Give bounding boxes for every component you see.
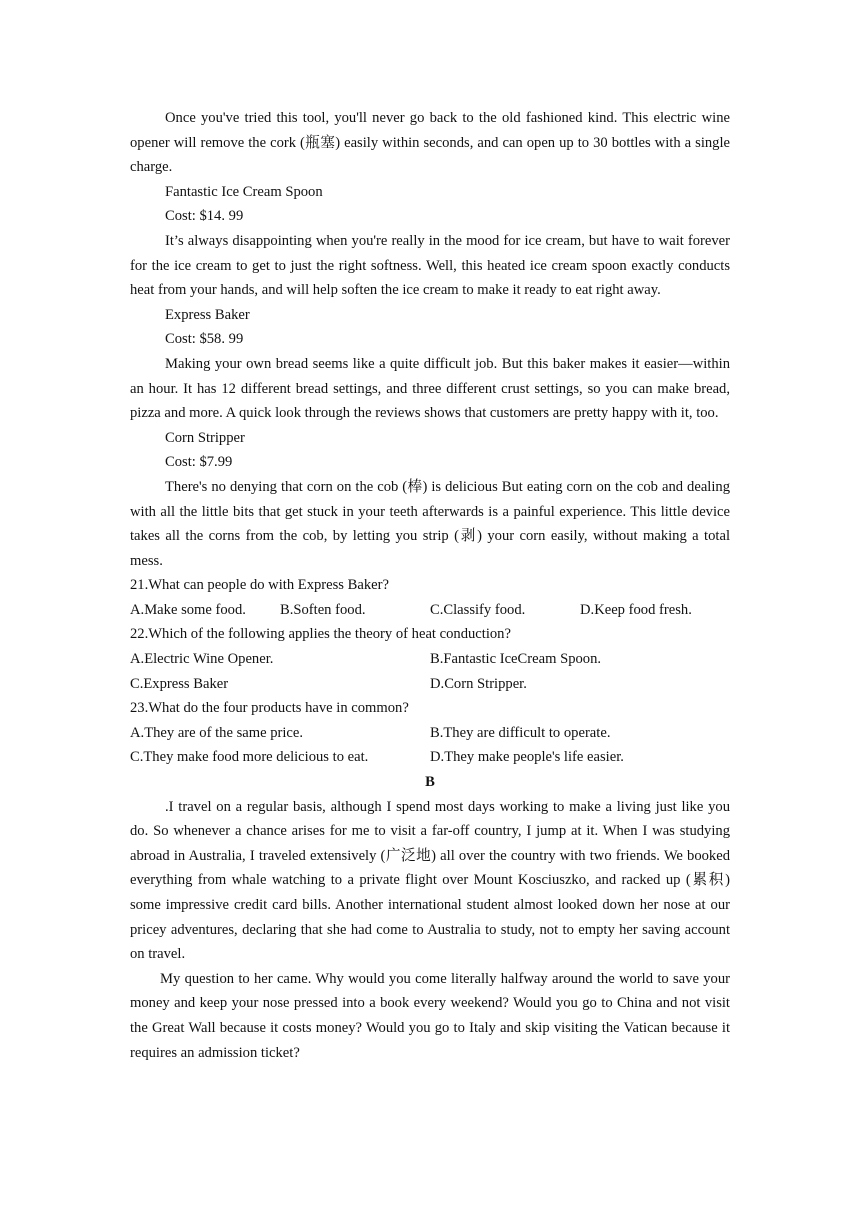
question-22-stem: 22.Which of the following applies the theory of heat conduction?: [130, 626, 511, 643]
wine-opener-paragraph: Once you've tried this tool, you'll never go back to the old fashioned kind. This electric wine opener will remove the cork (瓶塞) easily within seconds, and can open up to 30 bottles with a single charge.: [130, 110, 730, 176]
question-21-option-b: B.Soften food.: [280, 601, 366, 618]
question-22-options-row-1: [130, 647, 730, 672]
question-22-option-c: C.Express Baker: [130, 675, 229, 692]
section-b-paragraph-2: My question to her came. Why would you come literally halfway around the world to save your money and keep your nose pressed into a book every weekend? Would you go to China and not visit the Great Wall because it costs money? Would you go to Italy and skip visiting the Vatican because it requires an admission ticket?: [130, 970, 730, 1061]
section-b-paragraph-1: .I travel on a regular basis, although I spend most days working to make a living just like you do. So whenever a chance arises for me to visit a far-off country, I jump at it. When I was studying abroad in Australia, I traveled extensively (广泛地) all over the country with two friends. We booked everything from whale watching to a private flight over Mount Kosciuszko, and racked up (累积) some impressive credit card bills. Another international student almost looked down her nose at our pricey adventures, declaring that she had come to Australia to study, not to empty her saving account on travel.: [130, 798, 730, 963]
question-23-option-d: D.They make people's life easier.: [430, 749, 624, 766]
question-22-option-d: D.Corn Stripper.: [430, 675, 527, 692]
corn-paragraph: There's no denying that corn on the cob (棒) is delicious But eating corn on the cob and dealing with all the little bits that get stuck in your teeth afterwards is a painful experience. This little device takes all the corns from the cob, by letting you strip (剥) your corn easily, without making a total mess.: [130, 478, 730, 569]
question-23-options-row-1: [130, 721, 730, 746]
document-content: [130, 106, 730, 1065]
spoon-product-name: Fantastic Ice Cream Spoon: [165, 183, 323, 200]
question-21-option-d: D.Keep food fresh.: [580, 601, 692, 618]
question-21-option-a: A.Make some food.: [130, 601, 246, 618]
question-21-stem: 21.What can people do with Express Baker?: [130, 577, 389, 594]
corn-product-cost: Cost: $7.99: [165, 454, 233, 471]
question-23-stem: 23.What do the four products have in common?: [130, 700, 409, 717]
question-22-options-row-2: [130, 672, 730, 697]
section-b-heading: B: [425, 774, 435, 791]
question-23-option-c: C.They make food more delicious to eat.: [130, 749, 369, 766]
spoon-paragraph: It’s always disappointing when you're really in the mood for ice cream, but have to wait forever for the ice cream to get to just the right softness. Well, this heated ice cream spoon exactly conducts heat from your hands, and will help soften the ice cream to make it ready to eat right away.: [130, 232, 730, 299]
question-23-options-row-2: [130, 745, 730, 770]
spoon-product-cost: Cost: $14. 99: [165, 208, 244, 225]
corn-product-name: Corn Stripper: [165, 429, 245, 446]
question-21-options: [130, 598, 730, 623]
question-22-option-a: A.Electric Wine Opener.: [130, 651, 274, 668]
baker-paragraph: Making your own bread seems like a quite difficult job. But this baker makes it easier—within an hour. It has 12 different bread settings, and three different crust settings, so you can make bread, pizza and more. A quick look through the reviews shows that customers are pretty happy with it, too.: [130, 355, 730, 422]
question-22-option-b: B.Fantastic IceCream Spoon.: [430, 651, 602, 668]
baker-product-cost: Cost: $58. 99: [165, 331, 244, 348]
question-23-option-b: B.They are difficult to operate.: [430, 724, 611, 741]
question-21-option-c: C.Classify food.: [430, 601, 526, 618]
baker-product-name: Express Baker: [165, 306, 250, 323]
question-23-option-a: A.They are of the same price.: [130, 724, 304, 741]
